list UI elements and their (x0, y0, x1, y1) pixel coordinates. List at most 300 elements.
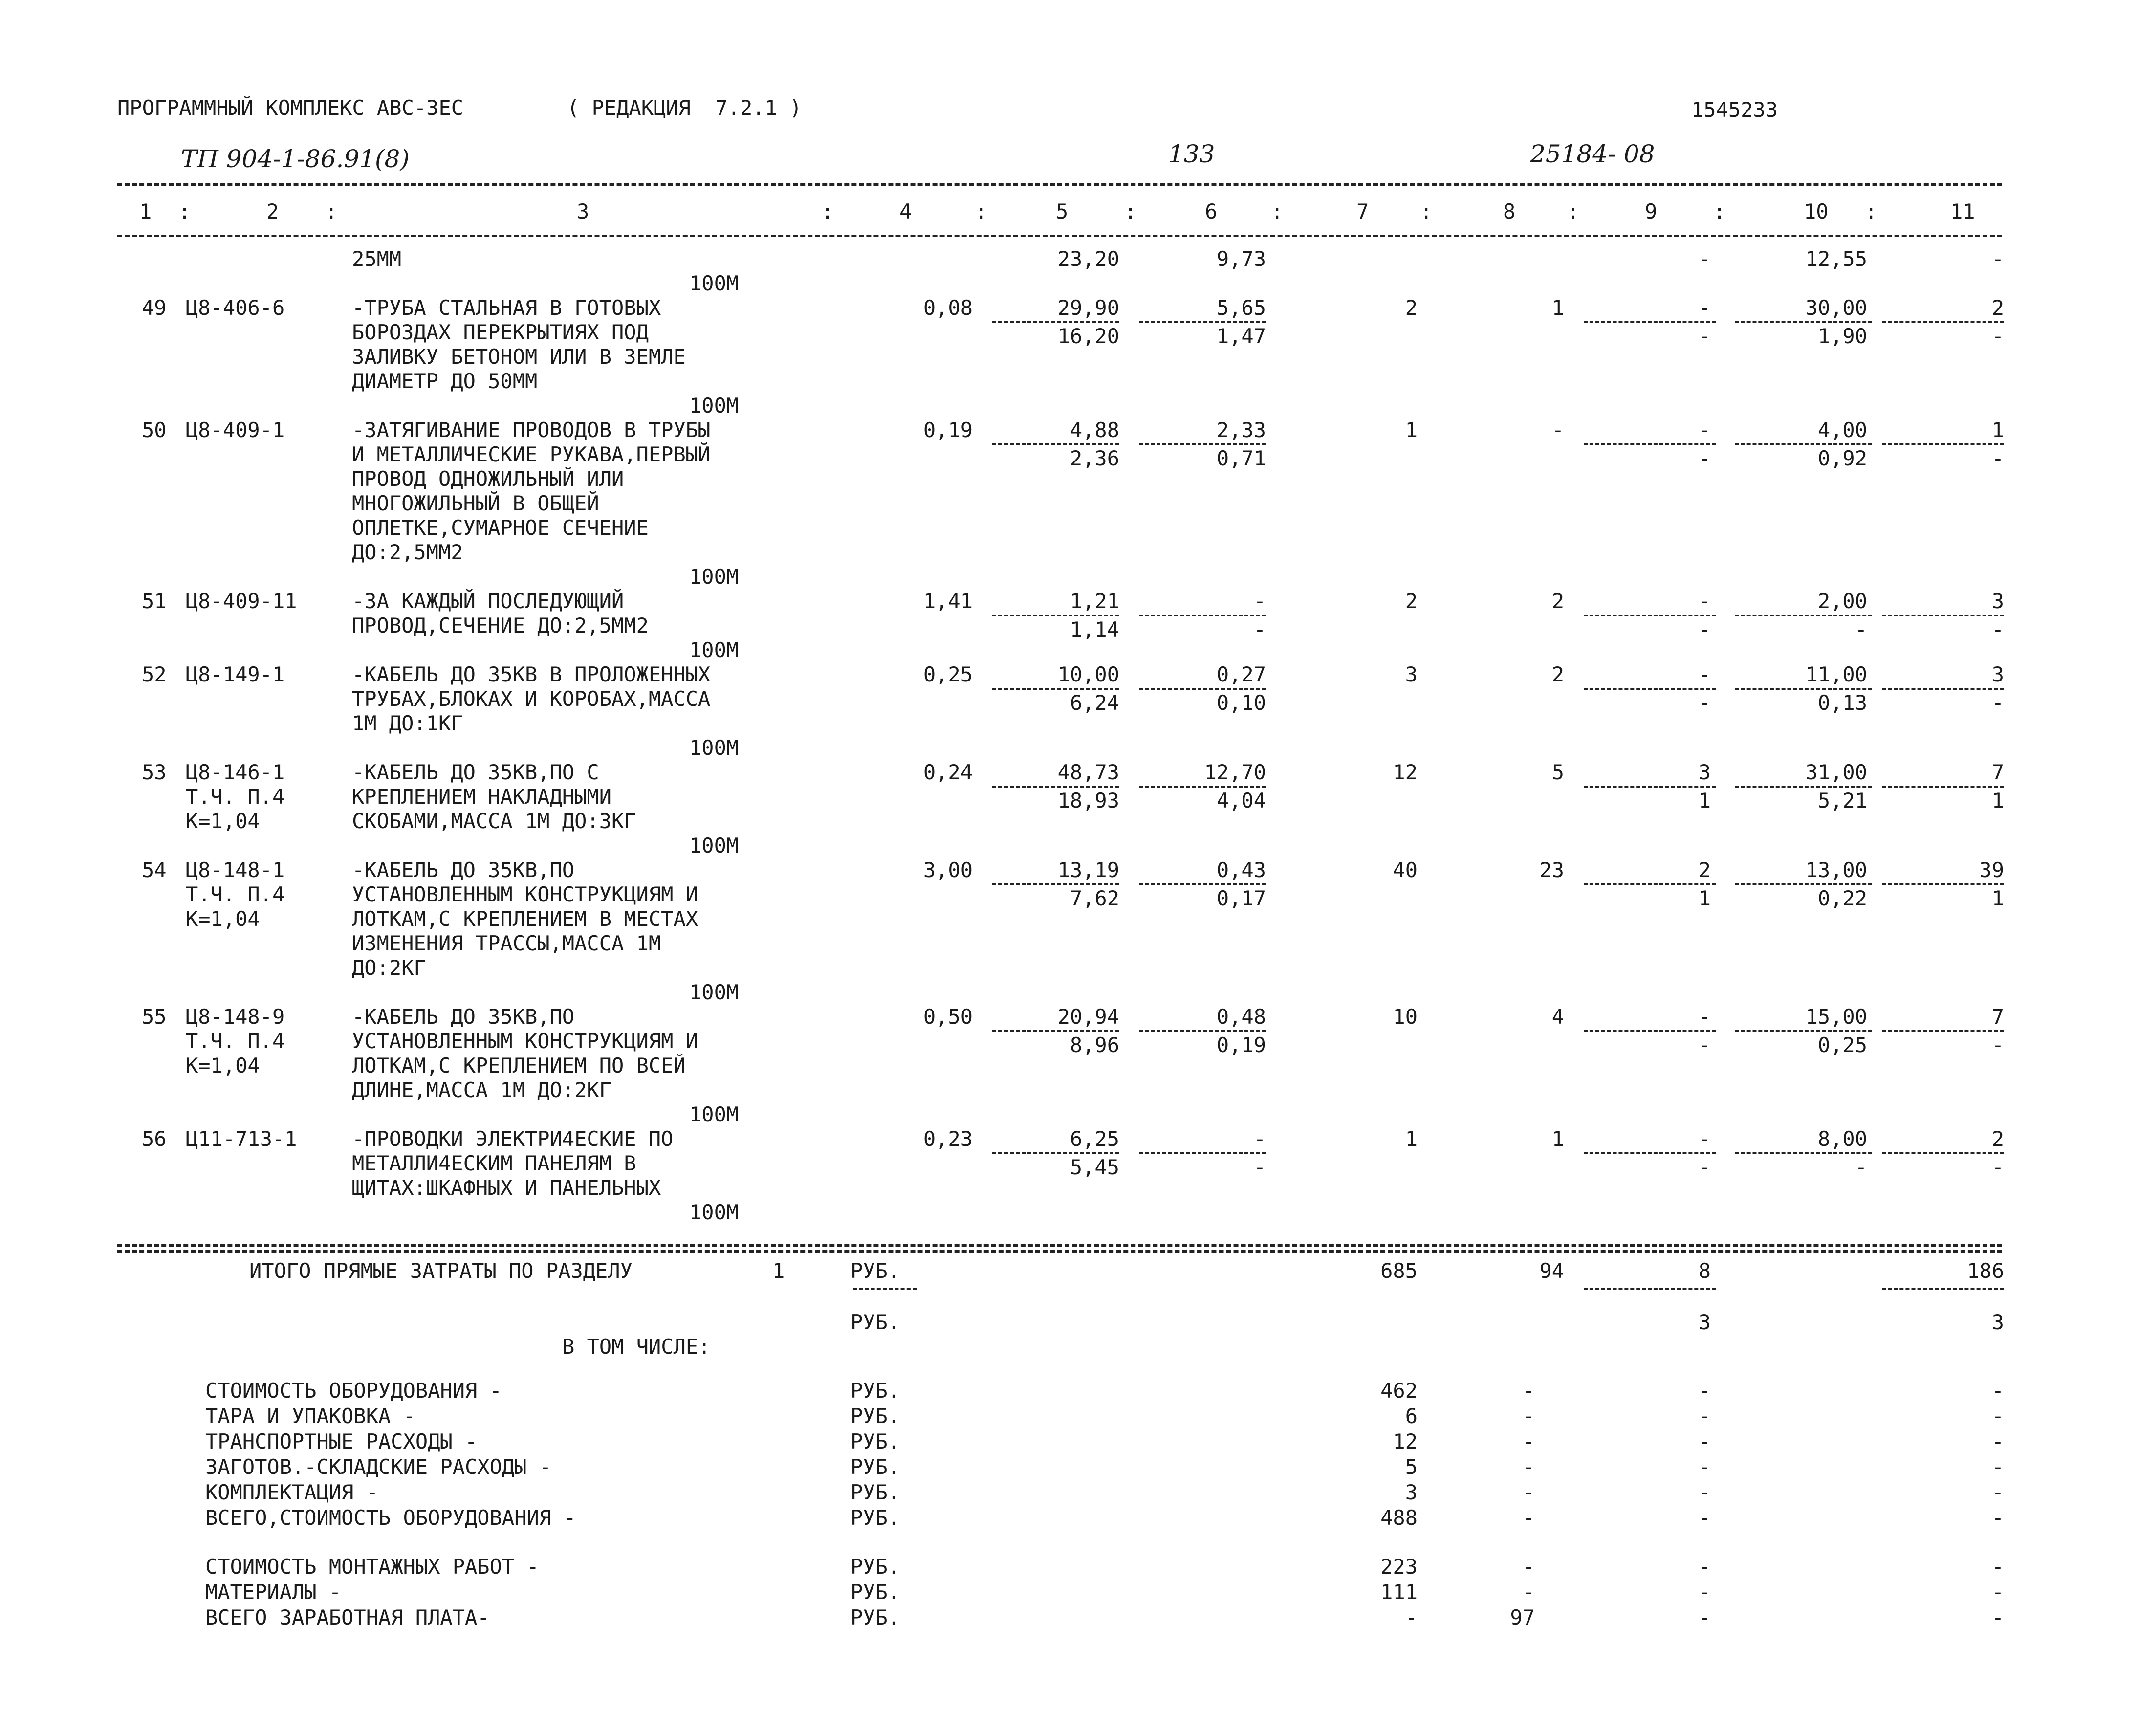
column-header-8: 8 (1503, 199, 1516, 223)
cell-c8: 23 (1539, 858, 1564, 882)
cell-c5-secondary: 23,20 (1057, 247, 1119, 271)
row-code: Т.Ч. П.4 (186, 1029, 285, 1053)
summary-c11: - (1991, 1429, 2004, 1453)
cell-c6-secondary: - (1253, 617, 1266, 641)
subtotal-rule (992, 786, 1119, 788)
cell-c9-secondary: 1 (1698, 789, 1711, 813)
cell-c7: 12 (1393, 760, 1418, 784)
summary-c8: - (1522, 1580, 1535, 1604)
summary-currency: РУБ. (851, 1404, 900, 1428)
cell-c5-secondary: 18,93 (1057, 789, 1119, 813)
column-header-1: 1 (139, 199, 152, 223)
cell-c6: 12,70 (1204, 760, 1266, 784)
row-name-line: КРЕПЛЕНИЕМ НАКЛАДНЫМИ (352, 785, 612, 809)
cell-c5: 29,90 (1057, 296, 1119, 320)
summary-c7: 111 (1380, 1580, 1418, 1604)
cell-c11-secondary: 1 (1991, 886, 2004, 910)
cell-c6: 0,48 (1216, 1005, 1266, 1029)
subtotal-rule (1882, 688, 2004, 690)
summary-c7: 3 (1405, 1480, 1418, 1504)
row-name-line: -ЗА КАЖДЫЙ ПОСЛЕДУЮЩИЙ (352, 589, 624, 613)
cell-c6-secondary: 9,73 (1216, 247, 1266, 271)
subtotal-rule (1584, 321, 1716, 323)
summary-c11: - (1991, 1480, 2004, 1504)
cell-c5-secondary: 6,24 (1070, 691, 1119, 715)
summary-currency: РУБ. (851, 1480, 900, 1504)
cell-c11-secondary: - (1991, 617, 2004, 641)
cell-c9-secondary: - (1698, 324, 1711, 348)
summary-c9: - (1698, 1555, 1711, 1579)
cell-c4-quantity: 3,00 (923, 858, 973, 882)
cell-c11-secondary: - (1991, 1033, 2004, 1057)
cell-c10-secondary: 0,92 (1817, 446, 1867, 470)
column-header-6: 6 (1205, 199, 1218, 223)
row-name-line: ДО:2,5ММ2 (352, 540, 463, 564)
cell-c9: 3 (1698, 760, 1711, 784)
row-number: 56 (142, 1127, 167, 1151)
cell-c5: 48,73 (1057, 760, 1119, 784)
cell-c7: 2 (1405, 589, 1418, 613)
program-title: ПРОГРАММНЫЙ КОМПЛЕКС АВС-3ЕС (117, 96, 464, 120)
handwritten-page-number: 133 (1168, 140, 1215, 168)
subtotal-rule (1584, 786, 1716, 788)
summary-c9: - (1698, 1605, 1711, 1629)
column-header-5: 5 (1056, 199, 1069, 223)
row-name-line: МНОГОЖИЛЬНЫЙ В ОБЩЕЙ (352, 491, 599, 515)
summary-c8: - (1522, 1404, 1535, 1428)
total-c11: 186 (1967, 1259, 2004, 1283)
subtotal-rule (1584, 1152, 1716, 1154)
row-code: К=1,04 (186, 1054, 260, 1077)
cell-c6-secondary: 0,10 (1216, 691, 1266, 715)
cell-c11-secondary: - (1991, 247, 2004, 271)
cell-c11-secondary: - (1991, 324, 2004, 348)
cell-c9: - (1698, 589, 1711, 613)
cell-c4-quantity: 0,25 (923, 662, 973, 686)
column-header-10: 10 (1804, 199, 1829, 223)
summary-c11: - (1991, 1455, 2004, 1479)
including-label: В ТОМ ЧИСЛЕ: (562, 1335, 711, 1359)
summary-c11: - (1991, 1404, 2004, 1428)
cell-c11: 1 (1991, 418, 2004, 442)
total-top-rule-double (117, 1250, 2002, 1253)
cell-c6: 5,65 (1216, 296, 1266, 320)
subtotal-rule (1139, 1152, 1266, 1154)
summary-label: ТРАНСПОРТНЫЕ РАСХОДЫ - (205, 1429, 478, 1453)
summary-c11: - (1991, 1506, 2004, 1530)
row-name-line: ОПЛЕТКЕ,СУМАРНОЕ СЕЧЕНИЕ (352, 516, 649, 540)
row-name-line: ЗАЛИВКУ БЕТОНОМ ИЛИ В ЗЕМЛЕ (352, 345, 686, 369)
row-name-line: -ПРОВОДКИ ЭЛЕКТРИ4ЕСКИЕ ПО (352, 1127, 674, 1151)
cell-c6: - (1253, 589, 1266, 613)
cell-c7: 3 (1405, 662, 1418, 686)
cell-c6-secondary: 1,47 (1216, 324, 1266, 348)
summary-c8: - (1522, 1455, 1535, 1479)
subtotal-rule (1139, 615, 1266, 616)
cell-c9: - (1698, 662, 1711, 686)
summary-currency: РУБ. (851, 1605, 900, 1629)
cell-c10-secondary: 0,22 (1817, 886, 1867, 910)
cell-c10-secondary: - (1855, 1155, 1867, 1179)
cell-c10: 31,00 (1805, 760, 1867, 784)
row-code: Т.Ч. П.4 (186, 882, 285, 906)
summary-currency: РУБ. (851, 1580, 900, 1604)
cell-c10: 4,00 (1817, 418, 1867, 442)
row-number: 49 (142, 296, 167, 320)
total-currency-secondary: РУБ. (851, 1310, 900, 1334)
summary-currency: РУБ. (851, 1506, 900, 1530)
row-name-line: -ЗАТЯГИВАНИЕ ПРОВОДОВ В ТРУБЫ (352, 418, 711, 442)
subtotal-rule (992, 615, 1119, 616)
cell-c8: 1 (1551, 296, 1564, 320)
cell-c5: 1,21 (1070, 589, 1119, 613)
row-code: К=1,04 (186, 809, 260, 833)
summary-c9: - (1698, 1455, 1711, 1479)
cell-c11: 7 (1991, 760, 2004, 784)
cell-c6-secondary: 0,17 (1216, 886, 1266, 910)
row-name-line: ИЗМЕНЕНИЯ ТРАССЫ,МАССА 1М (352, 931, 661, 955)
summary-label: СТОИМОСТЬ ОБОРУДОВАНИЯ - (205, 1379, 502, 1403)
cell-c11-secondary: - (1991, 691, 2004, 715)
row-number: 52 (142, 662, 167, 686)
row-unit: 100М (689, 736, 739, 760)
cell-c10: 30,00 (1805, 296, 1867, 320)
subtotal-rule (1735, 1152, 1872, 1154)
cell-c5-secondary: 16,20 (1057, 324, 1119, 348)
subtotal-rule (1735, 786, 1872, 788)
subtotal-rule (1584, 615, 1716, 616)
cell-c7: 2 (1405, 296, 1418, 320)
cell-c10: 13,00 (1805, 858, 1867, 882)
row-name-line: ПРОВОД,СЕЧЕНИЕ ДО:2,5ММ2 (352, 614, 649, 637)
column-header-2: 2 (266, 199, 279, 223)
subtotal-rule (1139, 443, 1266, 445)
cell-c11: 2 (1991, 1127, 2004, 1151)
cell-c7: 40 (1393, 858, 1418, 882)
column-separator: : (975, 199, 988, 223)
summary-c8: 97 (1510, 1605, 1535, 1629)
subtotal-rule (1735, 615, 1872, 616)
cell-c4-quantity: 0,50 (923, 1005, 973, 1029)
subtotal-rule (1735, 443, 1872, 445)
row-code: К=1,04 (186, 907, 260, 931)
cell-c7: 10 (1393, 1005, 1418, 1029)
subtotal-rule (1584, 688, 1716, 690)
total-top-rule (117, 1244, 2002, 1247)
cell-c4-quantity: 0,08 (923, 296, 973, 320)
row-name-line: БОРОЗДАХ ПЕРЕКРЫТИЯХ ПОД (352, 320, 649, 344)
column-separator: : (821, 199, 834, 223)
row-code: Ц8-149-1 (186, 662, 285, 686)
handwritten-project-code: ТП 904-1-86.91(8) (181, 145, 410, 173)
summary-c11: - (1991, 1605, 2004, 1629)
total-c9: 8 (1698, 1259, 1711, 1283)
subtotal-rule (992, 443, 1119, 445)
document-number: 1545233 (1691, 98, 1778, 122)
summary-c11: - (1991, 1379, 2004, 1403)
subtotal-rule (1735, 1030, 1872, 1032)
row-name-line: -ТРУБА СТАЛЬНАЯ В ГОТОВЫХ (352, 296, 661, 320)
column-separator: : (1713, 199, 1726, 223)
cell-c5-secondary: 7,62 (1070, 886, 1119, 910)
subtotal-rule (1735, 883, 1872, 885)
cell-c10: 2,00 (1817, 589, 1867, 613)
cell-c5: 4,88 (1070, 418, 1119, 442)
column-header-11: 11 (1950, 199, 1975, 223)
cell-c8: 4 (1551, 1005, 1564, 1029)
cell-c5: 13,19 (1057, 858, 1119, 882)
summary-label: МАТЕРИАЛЫ - (205, 1580, 342, 1604)
row-unit: 100М (689, 638, 739, 662)
cell-c4-quantity: 0,24 (923, 760, 973, 784)
summary-label: ЗАГОТОВ.-СКЛАДСКИЕ РАСХОДЫ - (205, 1455, 552, 1479)
row-unit: 100М (689, 565, 739, 589)
subtotal-rule (1139, 786, 1266, 788)
summary-c8: - (1522, 1506, 1535, 1530)
row-code: Ц8-409-1 (186, 418, 285, 442)
column-header-7: 7 (1356, 199, 1369, 223)
row-name-line: ЩИТАХ:ШКАФНЫХ И ПАНЕЛЬНЫХ (352, 1176, 661, 1200)
column-separator: : (325, 199, 338, 223)
summary-currency: РУБ. (851, 1379, 900, 1403)
cell-c8: 2 (1551, 589, 1564, 613)
summary-c8: - (1522, 1555, 1535, 1579)
cell-c10-secondary: 0,25 (1817, 1033, 1867, 1057)
row-code: Ц8-409-11 (186, 589, 297, 613)
summary-c7: 5 (1405, 1455, 1418, 1479)
summary-currency: РУБ. (851, 1455, 900, 1479)
cell-c10: 15,00 (1805, 1005, 1867, 1029)
row-unit: 100М (689, 1200, 739, 1224)
row-unit: 100М (689, 271, 739, 295)
row-name-line: И МЕТАЛЛИЧЕСКИЕ РУКАВА,ПЕРВЫЙ (352, 442, 711, 466)
cell-c6: 0,43 (1216, 858, 1266, 882)
row-number: 51 (142, 589, 167, 613)
subtotal-rule (992, 883, 1119, 885)
cell-c6: 2,33 (1216, 418, 1266, 442)
subtotal-rule (992, 688, 1119, 690)
cell-c5-secondary: 2,36 (1070, 446, 1119, 470)
column-separator: : (1865, 199, 1877, 223)
cell-c9-secondary: - (1698, 691, 1711, 715)
row-code: Ц8-148-9 (186, 1005, 285, 1029)
row-name-line: ПРОВОД ОДНОЖИЛЬНЫЙ ИЛИ (352, 467, 624, 491)
column-header-9: 9 (1645, 199, 1658, 223)
row-name-line: 25ММ (352, 247, 402, 271)
column-header-4: 4 (899, 199, 912, 223)
row-name-line: -КАБЕЛЬ ДО 35КВ,ПО (352, 858, 575, 882)
row-number: 54 (142, 858, 167, 882)
subtotal-rule (1882, 321, 2004, 323)
summary-c7: 6 (1405, 1404, 1418, 1428)
cell-c7: 1 (1405, 418, 1418, 442)
total-section-number: 1 (772, 1259, 785, 1283)
row-name-line: ЛОТКАМ,С КРЕПЛЕНИЕМ ПО ВСЕЙ (352, 1054, 686, 1077)
cell-c6: 0,27 (1216, 662, 1266, 686)
summary-currency: РУБ. (851, 1555, 900, 1579)
summary-c9: - (1698, 1404, 1711, 1428)
summary-c11: - (1991, 1555, 2004, 1579)
total-c11-rule (1882, 1288, 2004, 1290)
total-c9-rule (1584, 1288, 1716, 1290)
edition-label: ( РЕДАКЦИЯ 7.2.1 ) (567, 96, 802, 120)
summary-c9: - (1698, 1506, 1711, 1530)
cell-c5: 20,94 (1057, 1005, 1119, 1029)
cell-c7: 1 (1405, 1127, 1418, 1151)
row-name-line: 1М ДО:1КГ (352, 711, 463, 735)
row-name-line: ТРУБАХ,БЛОКАХ И КОРОБАХ,МАССА (352, 687, 711, 711)
cell-c4-quantity: 1,41 (923, 589, 973, 613)
cell-c9: 2 (1698, 858, 1711, 882)
cell-c11-secondary: 1 (1991, 789, 2004, 813)
column-separator: : (1567, 199, 1579, 223)
subtotal-rule (1882, 786, 2004, 788)
cell-c5: 10,00 (1057, 662, 1119, 686)
cell-c10: 11,00 (1805, 662, 1867, 686)
cell-c9-secondary: - (1698, 1155, 1711, 1179)
column-separator: : (1420, 199, 1433, 223)
row-name-line: -КАБЕЛЬ ДО 35КВ В ПРОЛОЖЕННЫХ (352, 662, 711, 686)
header-bottom-rule (117, 235, 2002, 237)
cell-c11-secondary: - (1991, 446, 2004, 470)
summary-c7: - (1405, 1605, 1418, 1629)
summary-c7: 488 (1380, 1506, 1418, 1530)
cell-c9-secondary: - (1698, 1033, 1711, 1057)
cell-c10-secondary: - (1855, 617, 1867, 641)
row-name-line: -КАБЕЛЬ ДО 35КВ,ПО (352, 1005, 575, 1029)
cell-c11: 2 (1991, 296, 2004, 320)
summary-c11: - (1991, 1580, 2004, 1604)
row-number: 53 (142, 760, 167, 784)
subtotal-rule (1882, 443, 2004, 445)
row-name-line: МЕТАЛЛИ4ЕСКИМ ПАНЕЛЯМ В (352, 1151, 636, 1175)
cell-c9-secondary: - (1698, 446, 1711, 470)
row-unit: 100М (689, 394, 739, 418)
cell-c10-secondary: 0,13 (1817, 691, 1867, 715)
summary-label: ВСЕГО ЗАРАБОТНАЯ ПЛАТА- (205, 1605, 490, 1629)
total-c11-secondary: 3 (1991, 1310, 2004, 1334)
column-header-3: 3 (577, 199, 589, 223)
cell-c11: 7 (1991, 1005, 2004, 1029)
row-name-line: ДЛИНЕ,МАССА 1М ДО:2КГ (352, 1078, 612, 1102)
row-name-line: ЛОТКАМ,С КРЕПЛЕНИЕМ В МЕСТАХ (352, 907, 698, 931)
cell-c9: - (1698, 1005, 1711, 1029)
subtotal-rule (1584, 883, 1716, 885)
cell-c9-secondary: 1 (1698, 886, 1711, 910)
summary-c7: 12 (1393, 1429, 1418, 1453)
summary-c9: - (1698, 1379, 1711, 1403)
cell-c5-secondary: 5,45 (1070, 1155, 1119, 1179)
row-name-line: ДО:2КГ (352, 956, 426, 980)
total-currency-rule (853, 1288, 917, 1290)
cell-c6-secondary: 0,71 (1216, 446, 1266, 470)
summary-c8: - (1522, 1429, 1535, 1453)
row-code: Ц8-406-6 (186, 296, 285, 320)
row-name-line: УСТАНОВЛЕННЫМ КОНСТРУКЦИЯМ И (352, 1029, 698, 1053)
row-code: Ц8-146-1 (186, 760, 285, 784)
cell-c9-secondary: - (1698, 247, 1711, 271)
row-unit: 100М (689, 834, 739, 857)
subtotal-rule (1735, 688, 1872, 690)
cell-c8: 2 (1551, 662, 1564, 686)
row-number: 50 (142, 418, 167, 442)
total-c9-secondary: 3 (1698, 1310, 1711, 1334)
summary-c8: - (1522, 1480, 1535, 1504)
cell-c8: 5 (1551, 760, 1564, 784)
row-unit: 100М (689, 1102, 739, 1126)
summary-label: КОМПЛЕКТАЦИЯ - (205, 1480, 379, 1504)
subtotal-rule (1882, 883, 2004, 885)
row-name-line: УСТАНОВЛЕННЫМ КОНСТРУКЦИЯМ И (352, 882, 698, 906)
summary-label: СТОИМОСТЬ МОНТАЖНЫХ РАБОТ - (205, 1555, 539, 1579)
subtotal-rule (1882, 615, 2004, 616)
row-name-line: СКОБАМИ,МАССА 1М ДО:3КГ (352, 809, 636, 833)
cell-c11: 39 (1979, 858, 2004, 882)
summary-c9: - (1698, 1480, 1711, 1504)
summary-currency: РУБ. (851, 1429, 900, 1453)
row-code: Ц8-148-1 (186, 858, 285, 882)
subtotal-rule (1139, 1030, 1266, 1032)
row-name-line: ДИАМЕТР ДО 50ММ (352, 369, 538, 393)
row-code: Ц11-713-1 (186, 1127, 297, 1151)
cell-c9: - (1698, 296, 1711, 320)
cell-c9: - (1698, 1127, 1711, 1151)
total-label: ИТОГО ПРЯМЫЕ ЗАТРАТЫ ПО РАЗДЕЛУ (249, 1259, 633, 1283)
row-unit: 100М (689, 980, 739, 1004)
subtotal-rule (1735, 321, 1872, 323)
cell-c11: 3 (1991, 589, 2004, 613)
column-separator: : (178, 199, 191, 223)
handwritten-code: 25184- 08 (1530, 140, 1655, 168)
summary-c9: - (1698, 1580, 1711, 1604)
row-number: 55 (142, 1005, 167, 1029)
cell-c11: 3 (1991, 662, 2004, 686)
cell-c10: 8,00 (1817, 1127, 1867, 1151)
summary-c9: - (1698, 1429, 1711, 1453)
subtotal-rule (992, 1152, 1119, 1154)
total-currency: РУБ. (851, 1259, 900, 1283)
cell-c6-secondary: 4,04 (1216, 789, 1266, 813)
column-separator: : (1124, 199, 1137, 223)
column-separator: : (1271, 199, 1284, 223)
cell-c6-secondary: 0,19 (1216, 1033, 1266, 1057)
subtotal-rule (992, 1030, 1119, 1032)
cell-c8: - (1551, 418, 1564, 442)
cell-c10-secondary: 12,55 (1805, 247, 1867, 271)
subtotal-rule (1139, 688, 1266, 690)
cell-c9: - (1698, 418, 1711, 442)
summary-c8: - (1522, 1379, 1535, 1403)
summary-label: ВСЕГО,СТОИМОСТЬ ОБОРУДОВАНИЯ - (205, 1506, 576, 1530)
subtotal-rule (1139, 883, 1266, 885)
total-c8: 94 (1539, 1259, 1564, 1283)
cell-c11-secondary: - (1991, 1155, 2004, 1179)
total-c7: 685 (1380, 1259, 1418, 1283)
summary-c7: 223 (1380, 1555, 1418, 1579)
cell-c5-secondary: 1,14 (1070, 617, 1119, 641)
row-code: Т.Ч. П.4 (186, 785, 285, 809)
summary-label: ТАРА И УПАКОВКА - (205, 1404, 415, 1428)
summary-c7: 462 (1380, 1379, 1418, 1403)
cell-c5-secondary: 8,96 (1070, 1033, 1119, 1057)
header-top-rule (117, 183, 2002, 186)
subtotal-rule (1139, 321, 1266, 323)
subtotal-rule (1882, 1030, 2004, 1032)
cell-c5: 6,25 (1070, 1127, 1119, 1151)
cell-c6-secondary: - (1253, 1155, 1266, 1179)
cell-c4-quantity: 0,19 (923, 418, 973, 442)
subtotal-rule (1584, 1030, 1716, 1032)
